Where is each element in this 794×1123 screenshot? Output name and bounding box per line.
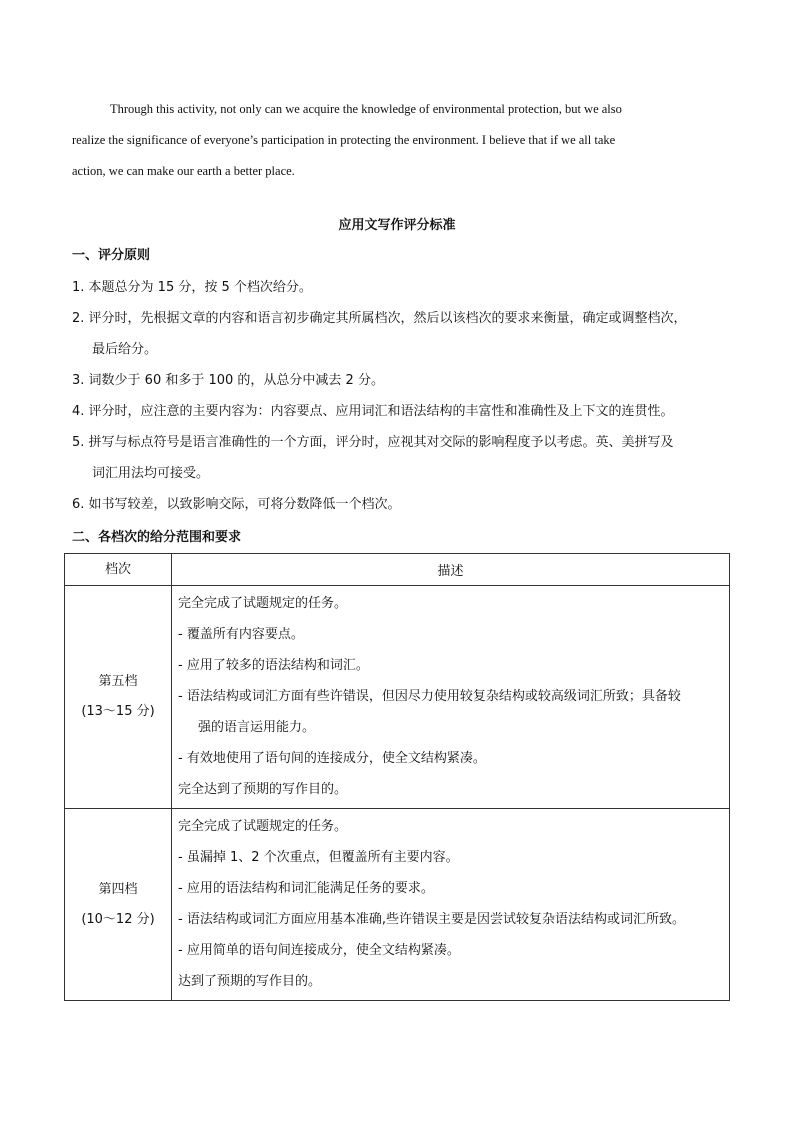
list-item: 3. 词数少于 60 和多于 100 的，从总分中减去 2 分。 (72, 373, 384, 388)
description-line: 完全完成了试题规定的任务。 (178, 819, 348, 834)
page-title: 应用文写作评分标准 (338, 218, 456, 233)
essay-line: Through this activity, not only can we acquire the knowledge of environmental protection, but we also (110, 102, 622, 116)
column-header-level: 档次 (65, 554, 172, 586)
description-cell (172, 809, 730, 1001)
column-header-description: 描述 (172, 554, 730, 586)
table-header-row (65, 554, 730, 586)
description-line: - 有效地使用了语句间的连接成分，使全文结构紧凑。 (178, 751, 486, 766)
list-item: 4. 评分时，应注意的主要内容为：内容要点、应用词汇和语法结构的丰富性和准确性及上下文的连贯性。 (72, 404, 674, 419)
list-item-continuation: 最后给分。 (92, 342, 158, 357)
description-line: - 覆盖所有内容要点。 (178, 627, 304, 642)
description-line: - 应用了较多的语法结构和词汇。 (178, 658, 369, 673)
list-item: 1. 本题总分为 15 分，按 5 个档次给分。 (72, 280, 312, 295)
description-line: 完全达到了预期的写作目的。 (178, 782, 348, 797)
list-item-continuation: 词汇用法均可接受。 (92, 466, 210, 481)
table-row (65, 809, 730, 1001)
list-item: 2. 评分时，先根据文章的内容和语言初步确定其所属档次，然后以该档次的要求来衡量，确定或调整档次， (72, 311, 687, 326)
description-line: - 语法结构或词汇方面有些许错误，但因尽力使用较复杂结构或较高级词汇所致；具备较 (178, 689, 681, 704)
description-cell (172, 586, 730, 809)
list-item: 6. 如书写较差，以致影响交际，可将分数降低一个档次。 (72, 497, 401, 512)
essay-line: action, we can make our earth a better place. (72, 164, 295, 178)
level-name: 第四档 (98, 881, 138, 897)
essay-line: realize the significance of everyone’s participation in protecting the environment. I believe that if we all take (72, 133, 616, 147)
description-line: 达到了预期的写作目的。 (178, 974, 322, 989)
description-line: 完全完成了试题规定的任务。 (178, 596, 348, 611)
section-heading-principles: 一、评分原则 (72, 248, 151, 263)
level-cell (65, 586, 172, 809)
description-line-continuation: 强的语言运用能力。 (198, 720, 316, 735)
scoring-rubric-table (64, 553, 730, 1001)
description-line: - 虽漏掉 1、2 个次重点，但覆盖所有主要内容。 (178, 850, 459, 865)
description-line: - 应用简单的语句间连接成分，使全文结构紧凑。 (178, 943, 460, 958)
list-item: 5. 拼写与标点符号是语言准确性的一个方面，评分时，应视其对交际的影响程度予以考虑。英、美拼写及 (72, 435, 674, 450)
level-cell (65, 809, 172, 1001)
description-line: - 语法结构或词汇方面应用基本准确,些许错误主要是因尝试较复杂语法结构或词汇所致。 (178, 912, 685, 927)
level-range: (10～12 分) (81, 911, 155, 927)
section-heading-levels: 二、各档次的给分范围和要求 (72, 530, 242, 545)
principles-list (72, 272, 732, 520)
table-row (65, 586, 730, 809)
description-line: - 应用的语法结构和词汇能满足任务的要求。 (178, 881, 434, 896)
level-range: (13～15 分) (81, 704, 155, 719)
essay-conclusion-paragraph (72, 94, 722, 187)
level-name: 第五档 (98, 674, 138, 689)
